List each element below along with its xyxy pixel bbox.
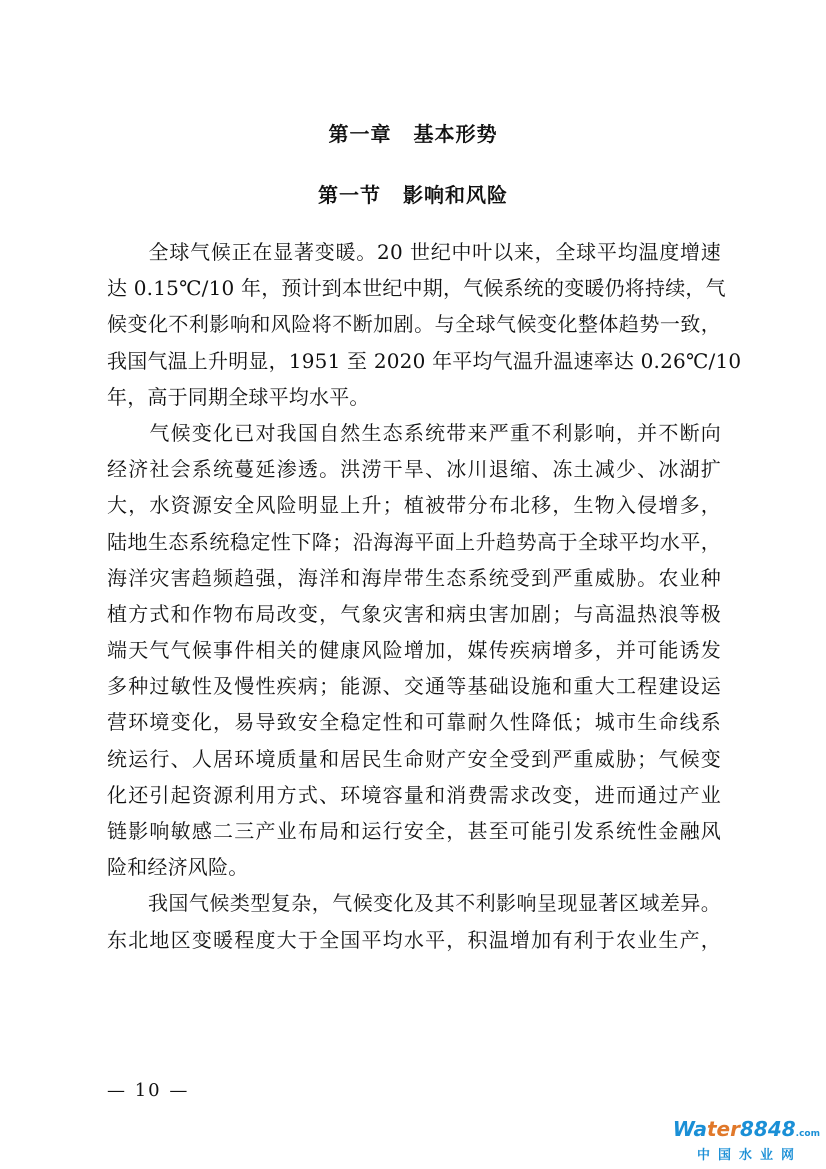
text-line: 端天气气候事件相关的健康风险增加，媒传疾病增多，并可能诱发 [107, 638, 721, 663]
text-line: 经济社会系统蔓延渗透。洪涝干旱、冰川退缩、冻土减少、冰湖扩 [107, 457, 721, 482]
watermark-brand-suffix: .com [795, 1129, 820, 1139]
watermark-brand-part1: Wa [672, 1117, 707, 1141]
chapter-label: 第一章 [328, 122, 392, 146]
watermark-subtitle: 中国水业网 [696, 1148, 802, 1163]
watermark-brand-part3: 8848 [740, 1117, 796, 1141]
body-text [107, 234, 742, 958]
section-label: 第一节 [318, 183, 381, 207]
text-line: 营环境变化，易导致安全稳定性和可靠耐久性降低；城市生命线系 [107, 710, 721, 735]
text-line: 海洋灾害趋频趋强，海洋和海岸带生态系统受到严重威胁。农业种 [107, 565, 721, 590]
text-line: 统运行、人居环境质量和居民生命财产安全受到严重威胁；气候变 [107, 746, 721, 771]
text-line: 链影响敏感二三产业布局和运行安全，甚至可能引发系统性金融风 [107, 819, 721, 843]
text-line: 年，高于同期全球平均水平。 [107, 384, 370, 409]
text-line: 我国气温上升明显，1951 至 2020 年平均气温升温速率达 0.26℃/10 [107, 348, 742, 373]
text-line: 东北地区变暖程度大于全国平均水平，积温增加有利于农业生产， [107, 927, 721, 952]
text-line: 我国气候类型复杂，气候变化及其不利影响呈现显著区域差异。 [107, 891, 721, 916]
chapter-heading: 基本形势 [413, 122, 498, 146]
text-line: 险和经济风险。 [107, 855, 249, 880]
text-line: 大，水资源安全风险明显上升；植被带分布北移，生物入侵增多， [107, 493, 721, 518]
text-line: 化还引起资源利用方式、环境容量和消费需求改变，进而通过产业 [107, 782, 721, 807]
chapter-title [0, 118, 826, 147]
watermark-brand [673, 1117, 820, 1141]
text-line: 气候变化已对我国自然生态系统带来严重不利影响，并不断向 [107, 420, 721, 445]
section-title [0, 179, 826, 208]
watermark-logo [672, 1117, 820, 1163]
text-line: 达 0.15℃/10 年，预计到本世纪中期，气候系统的变暖仍将持续，气 [107, 276, 726, 301]
watermark-brand-part2: ter [707, 1117, 740, 1141]
text-line: 陆地生态系统稳定性下降；沿海海平面上升趋势高于全球平均水平， [107, 529, 721, 554]
page-number: — 10 — [107, 1080, 190, 1101]
text-line: 全球气候正在显著变暖。20 世纪中叶以来，全球平均温度增速 [107, 240, 721, 264]
text-line: 植方式和作物布局改变，气象灾害和病虫害加剧；与高温热浪等极 [107, 601, 721, 626]
text-line: 多种过敏性及慢性疾病；能源、交通等基础设施和重大工程建设运 [107, 674, 721, 699]
text-line: 候变化不利影响和风险将不断加剧。与全球气候变化整体趋势一致， [107, 312, 721, 337]
section-heading: 影响和风险 [403, 183, 508, 207]
